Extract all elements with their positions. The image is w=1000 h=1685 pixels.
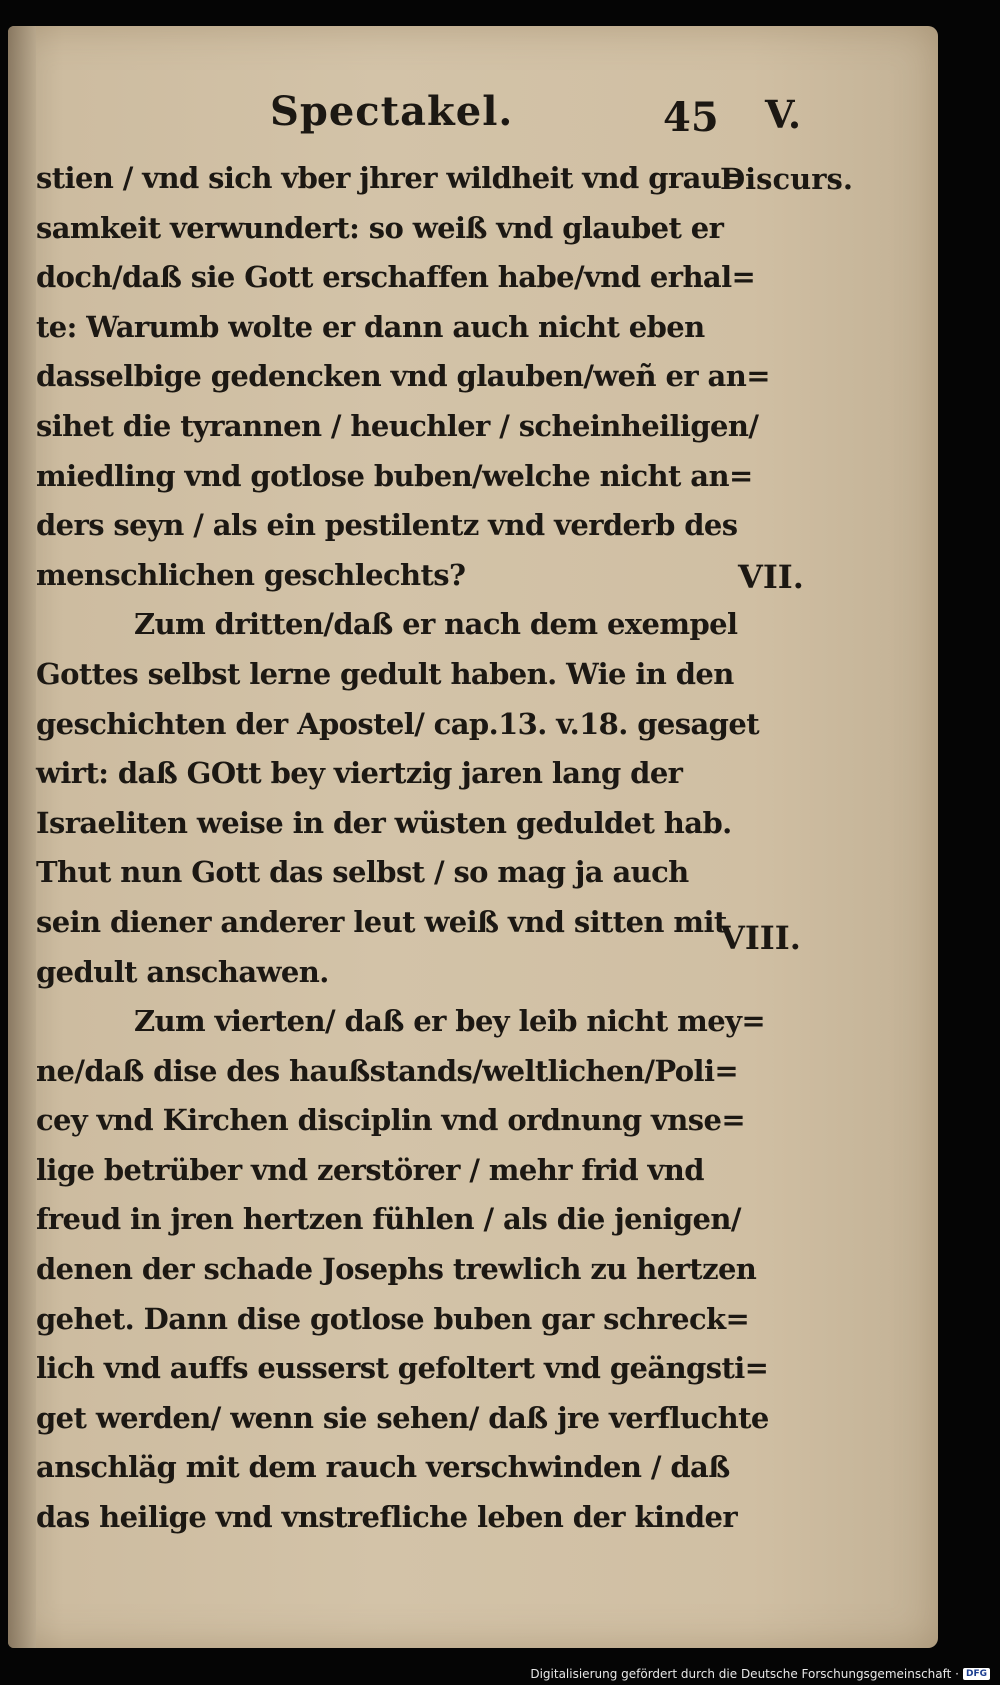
text-line: cey vnd Kirchen disciplin vnd ordnung vnse= [36,1103,746,1138]
text-line: gehet. Dann dise gotlose buben gar schreck= [36,1301,750,1336]
dfg-logo: DFG [963,1668,990,1680]
text-line: get werden/ wenn sie sehen/ daß jre verfluchte [36,1400,769,1435]
text-line: anschläg mit dem rauch verschwinden / daß [36,1450,730,1485]
chapter-number: V. [765,92,802,137]
text-line: das heilige vnd vnstrefliche leben der kinder [36,1500,738,1535]
book-page [8,26,938,1648]
text-line: denen der schade Josephs trewlich zu hertzen [36,1252,757,1287]
marginal-note-discurs: Discurs. [720,162,853,196]
text-line: te: Warumb wolte er dann auch nicht eben [36,309,705,344]
text-line: Israeliten weise in der wüsten geduldet hab. [36,805,732,840]
text-line: gedult anschawen. [36,954,329,989]
text-line: lich vnd auffs eusserst gefoltert vnd geängsti= [36,1351,769,1386]
marginal-note-vii: VII. [738,558,804,596]
text-line: Thut nun Gott das selbst / so mag ja auch [36,855,689,890]
credit-text: Digitalisierung gefördert durch die Deutsche Forschungsgemeinschaft · [530,1667,959,1681]
running-title: Spectakel. [270,88,514,135]
text-line: sihet die tyrannen / heuchler / scheinheiligen/ [36,408,759,443]
text-line: menschlichen geschlechts? [36,557,466,592]
text-line: lige betrüber vnd zerstörer / mehr frid vnd [36,1152,704,1187]
text-line: miedling vnd gotlose buben/welche nicht an= [36,458,753,493]
text-line: ders seyn / als ein pestilentz vnd verderb des [36,508,738,543]
text-line: geschichten der Apostel/ cap.13. v.18. gesaget [36,706,760,741]
text-line: sein diener anderer leut weiß vnd sitten mit [36,904,727,939]
page-gutter [8,26,36,1648]
text-line: wirt: daß GOtt bey viertzig jaren lang der [36,756,683,791]
paragraph-start-line: Zum vierten/ daß er bey leib nicht mey= [134,1004,766,1039]
digitization-credit [530,1667,990,1681]
text-line: stien / vnd sich vber jhrer wildheit vnd grau= [36,161,745,195]
text-line: doch/daß sie Gott erschaffen habe/vnd erhal= [36,260,756,295]
text-line: dasselbige gedencken vnd glauben/weñ er an= [36,359,770,394]
page-number: 45 [663,94,719,141]
paragraph-start-line: Zum dritten/daß er nach dem exempel [134,607,738,642]
text-line: Gottes selbst lerne gedult haben. Wie in den [36,656,734,691]
marginal-note-viii: VIII. [720,919,801,957]
text-line: samkeit verwundert: so weiß vnd glaubet er [36,210,724,245]
text-line: ne/daß dise des haußstands/weltlichen/Poli= [36,1053,739,1088]
text-line: freud in jren hertzen fühlen / als die jenigen/ [36,1202,741,1237]
